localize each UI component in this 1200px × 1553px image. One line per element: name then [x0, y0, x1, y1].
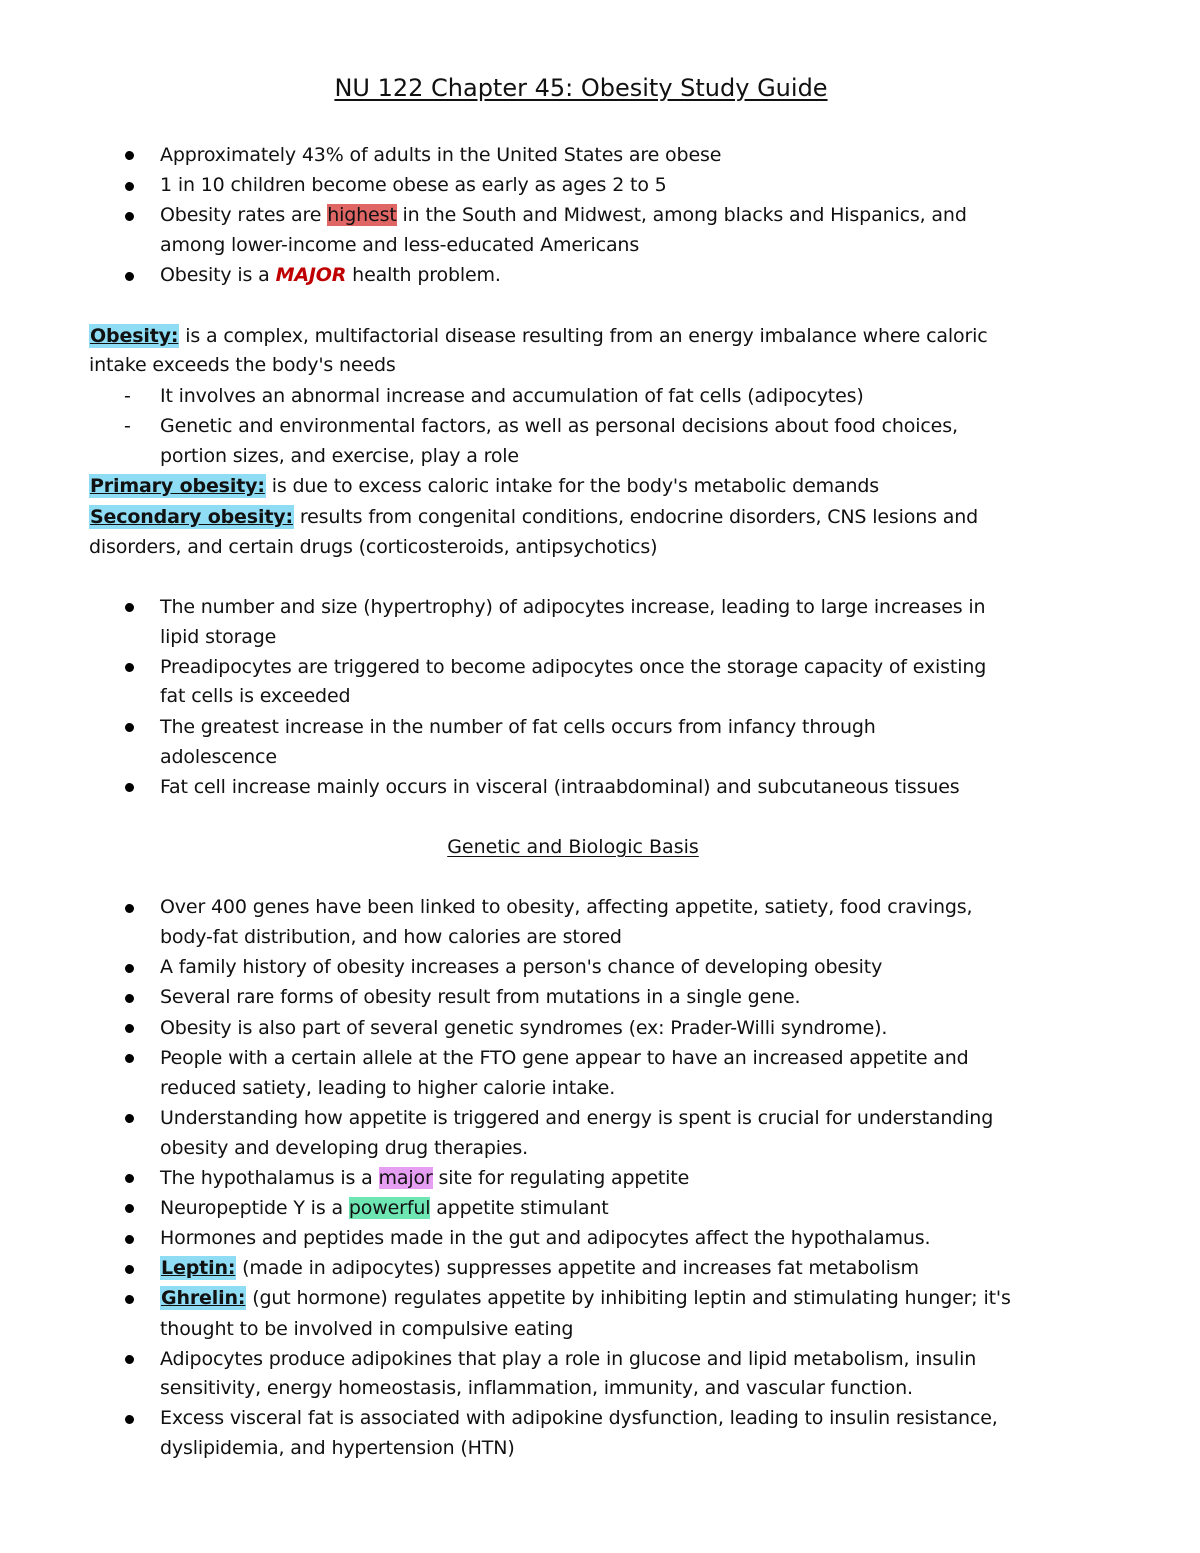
definition-obesity	[89, 322, 988, 350]
list-item-text: (made in adipocytes) suppresses appetite and increases fat metabolism	[236, 1257, 919, 1279]
list-item: Obesity is also part of several genetic syndromes (ex: Prader-Willi syndrome).	[160, 1017, 888, 1039]
list-item: Several rare forms of obesity result from mutations in a single gene.	[160, 986, 801, 1008]
dash-marker: -	[124, 415, 131, 437]
list-item	[160, 201, 967, 229]
list-item-continuation: among lower-income and less-educated Americans	[160, 234, 640, 256]
definition-text: is a complex, multifactorial disease resulting from an energy imbalance where caloric	[179, 325, 988, 347]
highlight-mark: highest	[327, 204, 397, 226]
bullet-icon	[125, 1024, 134, 1033]
emphasis-text: MAJOR	[275, 264, 347, 286]
list-item: Fat cell increase mainly occurs in visceral (intraabdominal) and subcutaneous tissues	[160, 776, 960, 798]
definition-term: Ghrelin:	[161, 1287, 246, 1309]
list-item-text: in the South and Midwest, among blacks and Hispanics, and	[396, 204, 967, 226]
list-item	[160, 261, 501, 289]
list-item-continuation: fat cells is exceeded	[160, 685, 351, 707]
definition-term: Primary obesity:	[90, 475, 265, 497]
highlight-mark: powerful	[348, 1197, 431, 1219]
bullet-icon	[125, 904, 134, 913]
definition-continuation: intake exceeds the body's needs	[89, 354, 396, 376]
bullet-icon	[125, 1295, 134, 1304]
list-item: A family history of obesity increases a person's chance of developing obesity	[160, 956, 883, 978]
list-item-text: health problem.	[346, 264, 501, 286]
list-item: Over 400 genes have been linked to obesity, affecting appetite, satiety, food cravings,	[160, 896, 973, 918]
bullet-icon	[125, 272, 134, 281]
list-item: It involves an abnormal increase and accumulation of fat cells (adipocytes)	[160, 385, 864, 407]
list-item: Hormones and peptides made in the gut and adipocytes affect the hypothalamus.	[160, 1227, 931, 1249]
bullet-icon	[125, 182, 134, 191]
bullet-icon	[125, 1355, 134, 1364]
bullet-icon	[125, 723, 134, 732]
bullet-icon	[125, 663, 134, 672]
list-item-text: (gut hormone) regulates appetite by inhibiting leptin and stimulating hunger; it's	[246, 1287, 1011, 1309]
list-item	[160, 1254, 919, 1282]
list-item: The greatest increase in the number of fat cells occurs from infancy through	[160, 716, 876, 738]
list-item-text: site for regulating appetite	[432, 1167, 690, 1189]
bullet-icon	[125, 1415, 134, 1424]
list-item	[160, 1194, 609, 1222]
bullet-icon	[125, 964, 134, 973]
list-item: People with a certain allele at the FTO gene appear to have an increased appetite and	[160, 1047, 969, 1069]
bullet-icon	[125, 1265, 134, 1274]
list-item: Adipocytes produce adipokines that play a role in glucose and lipid metabolism, insulin	[160, 1348, 977, 1370]
definition-secondary-obesity	[89, 503, 978, 531]
definition-term: Leptin:	[161, 1257, 236, 1279]
list-item-continuation: dyslipidemia, and hypertension (HTN)	[160, 1437, 515, 1459]
bullet-icon	[125, 1235, 134, 1244]
list-item	[160, 1284, 1011, 1312]
list-item-continuation: lipid storage	[160, 626, 277, 648]
highlight-mark: major	[378, 1167, 433, 1189]
bullet-icon	[125, 1114, 134, 1123]
bullet-icon	[125, 1054, 134, 1063]
list-item: Preadipocytes are triggered to become adipocytes once the storage capacity of existing	[160, 656, 987, 678]
page-title: NU 122 Chapter 45: Obesity Study Guide	[334, 74, 828, 102]
definition-primary-obesity	[89, 472, 879, 500]
bullet-icon	[125, 603, 134, 612]
bullet-icon	[125, 1174, 134, 1183]
list-item-continuation: portion sizes, and exercise, play a role	[160, 445, 519, 467]
definition-term: Secondary obesity:	[90, 506, 293, 528]
bullet-icon	[125, 994, 134, 1003]
list-item	[160, 1164, 689, 1192]
list-item-continuation: body-fat distribution, and how calories are stored	[160, 926, 622, 948]
list-item-text: appetite stimulant	[430, 1197, 609, 1219]
list-item-text: Obesity is a	[160, 264, 276, 286]
list-item: Approximately 43% of adults in the United States are obese	[160, 144, 722, 166]
list-item: 1 in 10 children become obese as early as ages 2 to 5	[160, 174, 667, 196]
definition-continuation: disorders, and certain drugs (corticosteroids, antipsychotics)	[89, 536, 658, 558]
list-item-continuation: sensitivity, energy homeostasis, inflammation, immunity, and vascular function.	[160, 1377, 913, 1399]
definition-term: Obesity:	[90, 325, 179, 347]
list-item: The number and size (hypertrophy) of adipocytes increase, leading to large increases in	[160, 596, 986, 618]
list-item-text: Obesity rates are	[160, 204, 328, 226]
bullet-icon	[125, 1204, 134, 1213]
bullet-icon	[125, 783, 134, 792]
definition-text: is due to excess caloric intake for the body's metabolic demands	[265, 475, 880, 497]
list-item-continuation: adolescence	[160, 746, 277, 768]
list-item-continuation: thought to be involved in compulsive eating	[160, 1318, 574, 1340]
bullet-icon	[125, 151, 134, 160]
list-item: Excess visceral fat is associated with adipokine dysfunction, leading to insulin resistance,	[160, 1407, 998, 1429]
list-item: Understanding how appetite is triggered and energy is spent is crucial for understanding	[160, 1107, 994, 1129]
list-item-text: The hypothalamus is a	[160, 1167, 379, 1189]
definition-text: results from congenital conditions, endocrine disorders, CNS lesions and	[293, 506, 979, 528]
list-item-continuation: obesity and developing drug therapies.	[160, 1137, 529, 1159]
list-item: Genetic and environmental factors, as well as personal decisions about food choices,	[160, 415, 958, 437]
list-item-continuation: reduced satiety, leading to higher calorie intake.	[160, 1077, 616, 1099]
section-heading: Genetic and Biologic Basis	[447, 836, 699, 858]
dash-marker: -	[124, 385, 131, 407]
list-item-text: Neuropeptide Y is a	[160, 1197, 349, 1219]
bullet-icon	[125, 212, 134, 221]
